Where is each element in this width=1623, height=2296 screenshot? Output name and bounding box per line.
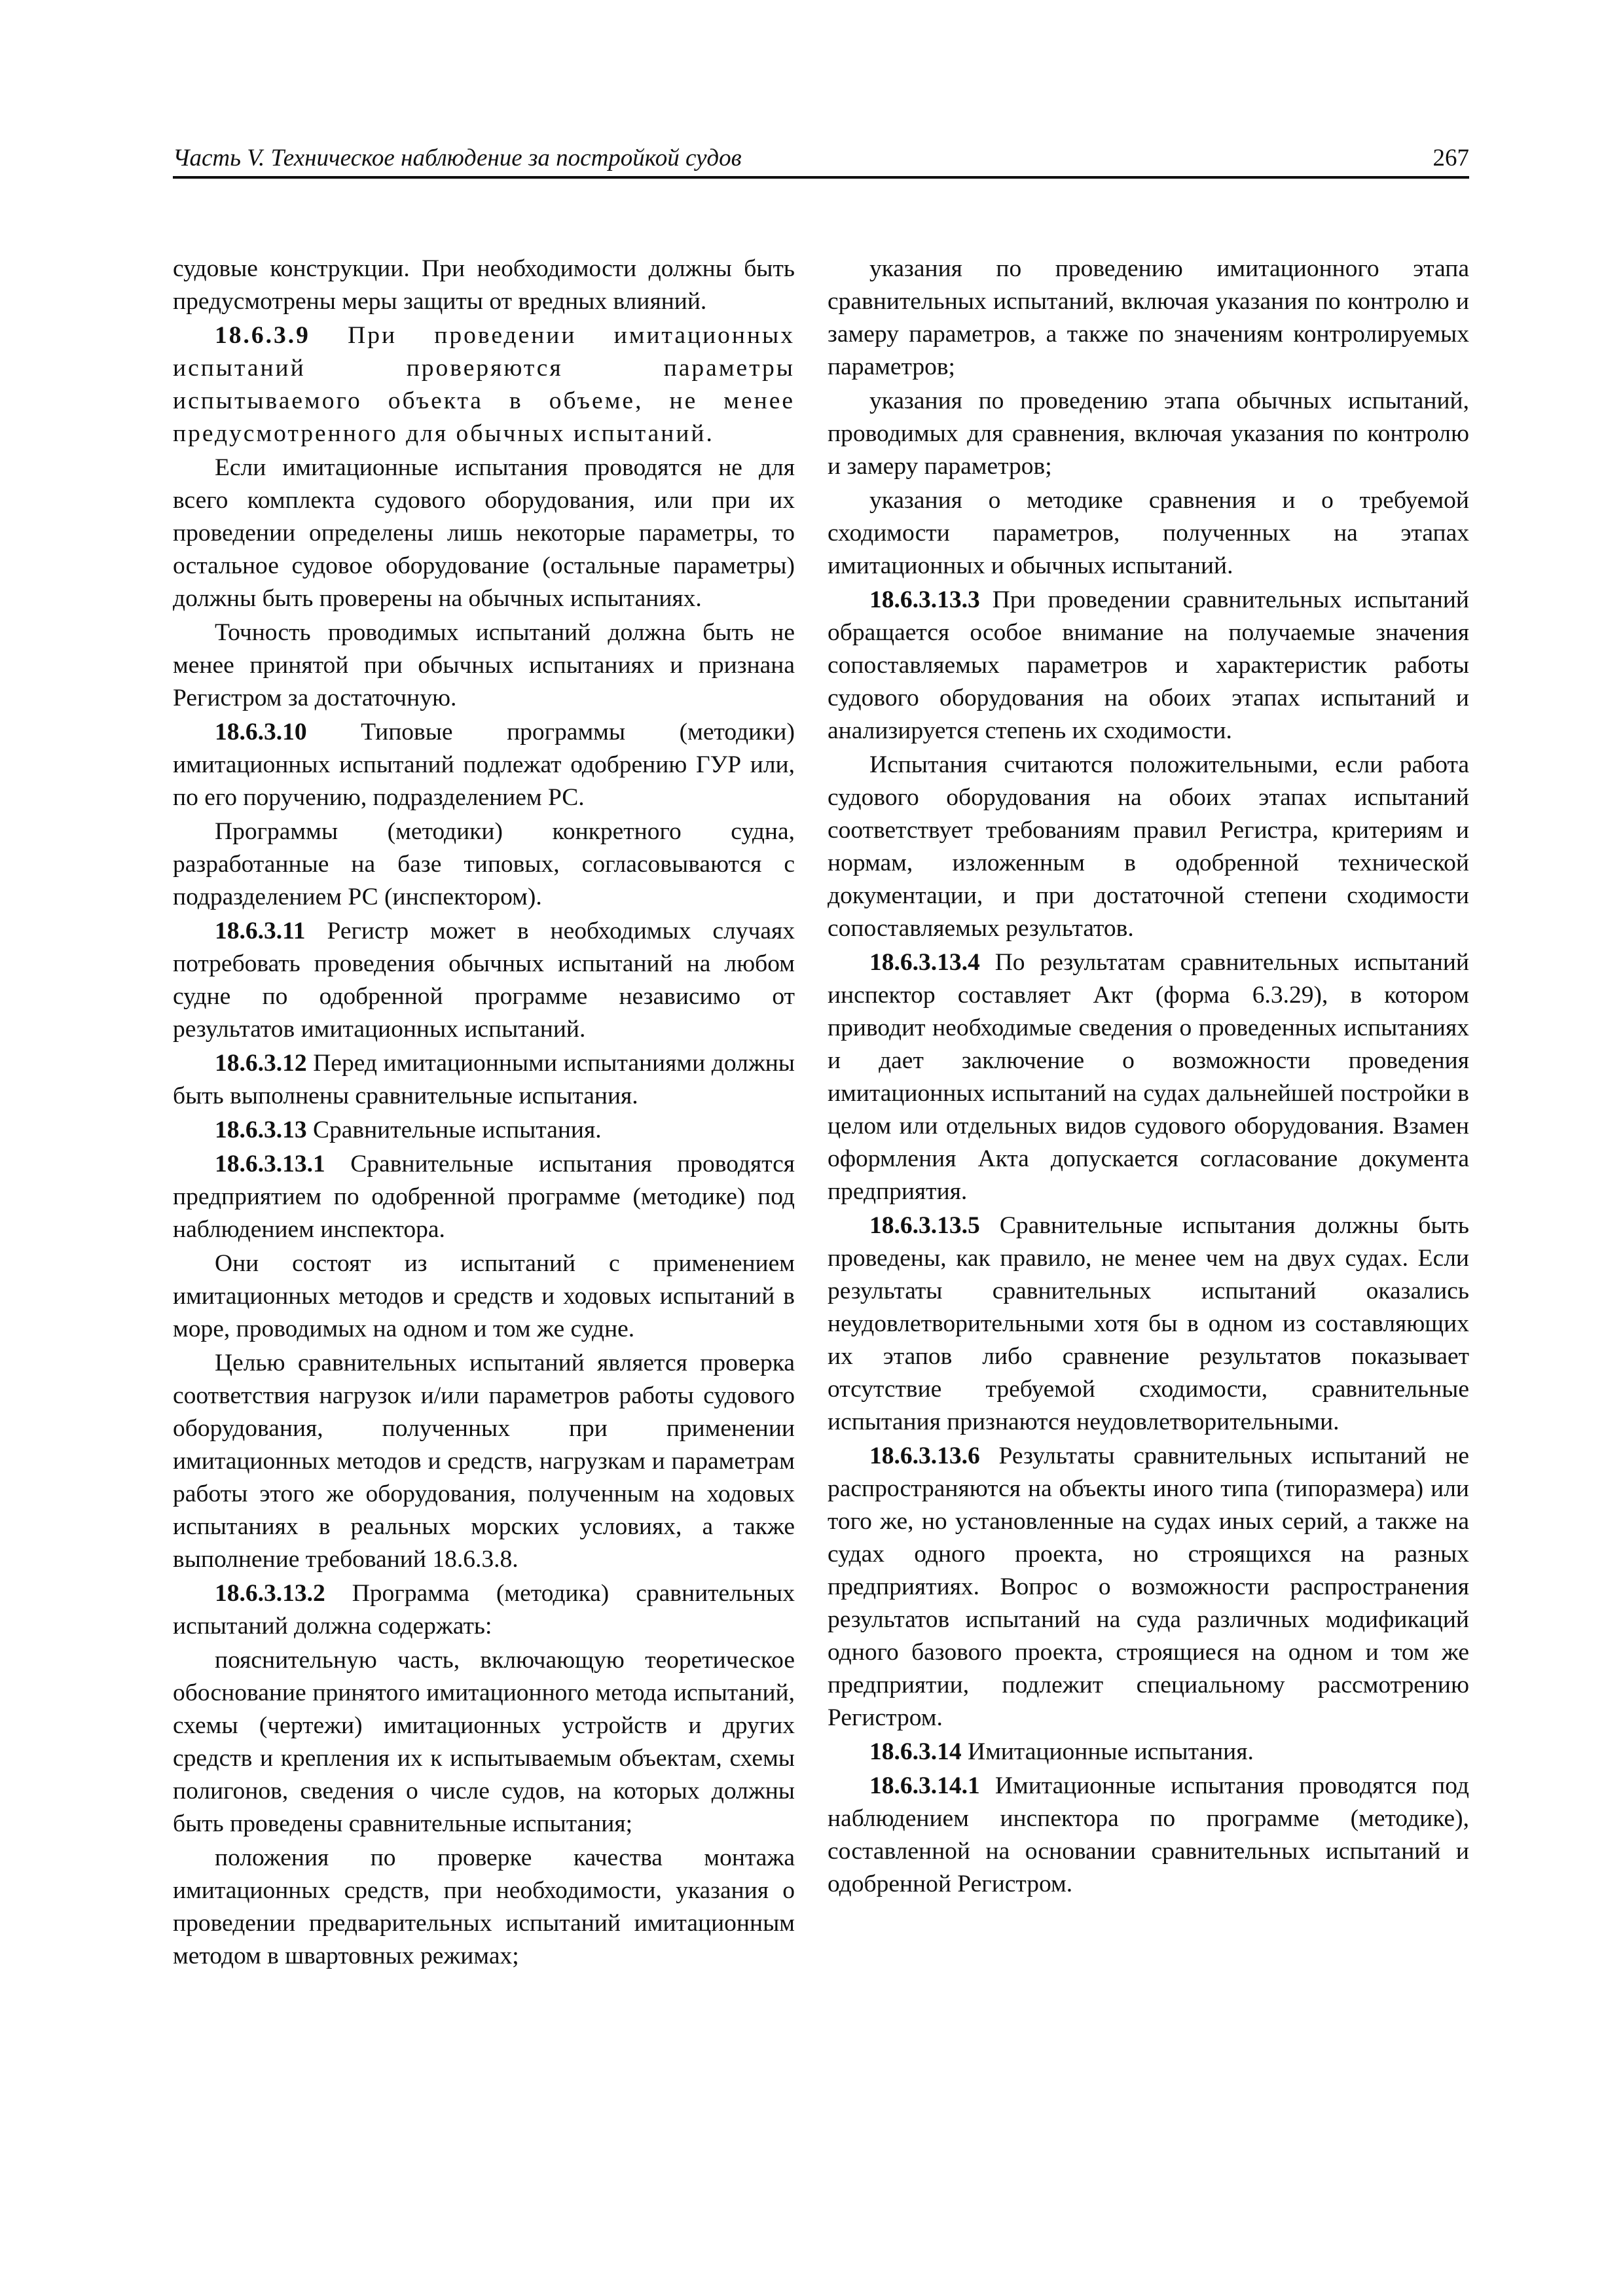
paragraph <box>173 1148 795 1246</box>
paragraph-text: Типовые программы (методики) имитационных испытаний подлежат одобрению ГУР или, по его поручению, подразделением РС. <box>173 719 795 811</box>
clause-number: 18.6.3.13.4 <box>869 949 980 976</box>
paragraph-text: Точность проводимых испытаний должна быть не менее принятой при обычных испытаниях и признана Регистром за достаточную. <box>173 619 795 711</box>
paragraph-text: Результаты сравнительных испытаний не распространяются на объекты иного типа (типоразмера) или того же, но установленные на судах иных серий, а также на судах одного проекта, но строящихся на разных предприятиях. Вопрос о возможности распространения результатов испытаний на суда различных модификаций одного базового проекта, строящиеся на одном и том же предприятии, подлежит специальному рассмотрению Регистром. <box>828 1443 1469 1731</box>
clause-number: 18.6.3.10 <box>215 719 307 745</box>
paragraph-text: указания о методике сравнения и о требуемой сходимости параметров, полученных на этапах имитационных и обычных испытаний. <box>828 487 1469 579</box>
running-header-title: Часть V. Техническое наблюдение за постройкой судов <box>173 145 742 171</box>
paragraph-text: судовые конструкции. При необходимости должны быть предусмотрены меры защиты от вредных влияний. <box>173 255 795 315</box>
paragraph <box>173 1577 795 1643</box>
paragraph <box>828 1736 1469 1768</box>
paragraph <box>173 1047 795 1113</box>
paragraph-text: Программа (методика) сравнительных испытаний должна содержать: <box>173 1580 795 1640</box>
clause-number: 18.6.3.14 <box>869 1738 962 1765</box>
paragraph <box>173 915 795 1046</box>
clause-number: 18.6.3.14.1 <box>869 1772 980 1799</box>
paragraph <box>173 1347 795 1576</box>
paragraph-text: Программы (методики) конкретного судна, разработанные на базе типовых, согласовываются с подразделением РС (инспектором). <box>173 818 795 910</box>
paragraph <box>828 1440 1469 1734</box>
paragraph-text: Сравнительные испытания проводятся предприятием по одобренной программе (методике) под наблюдением инспектора. <box>173 1151 795 1243</box>
clause-number: 18.6.3.13 <box>215 1117 307 1143</box>
clause-number: 18.6.3.13.3 <box>869 586 980 613</box>
page-header <box>173 143 1469 175</box>
paragraph <box>828 1210 1469 1439</box>
paragraph <box>828 584 1469 747</box>
paragraph-text: Испытания считаются положительными, если работа судового оборудования на обоих этапах испытаний соответствует требованиям правил Регистра, критериям и нормам, изложенным в одобренной технической документации, и при достаточной степени сходимости сопоставляемых результатов. <box>828 751 1469 942</box>
paragraph-text: При проведении имитационных испытаний проверяются параметры испытываемого объекта в объеме, не менее предусмотренного для обычных испытаний. <box>173 322 795 447</box>
paragraph <box>173 319 795 450</box>
clause-number: 18.6.3.13.6 <box>869 1443 980 1469</box>
left-column <box>173 253 795 1974</box>
paragraph-text: указания по проведению имитационного этапа сравнительных испытаний, включая указания по контролю и замеру параметров, а также по значениям контролируемых параметров; <box>828 255 1469 380</box>
clause-number: 18.6.3.13.2 <box>215 1580 325 1607</box>
paragraph-text: Сравнительные испытания должны быть проведены, как правило, не менее чем на двух судах. Если результаты сравнительных испытаний оказались неудовлетворительными хотя бы в одном из составляющих их этапов либо сравнение результатов показывает отсутствие требуемой сходимости, сравнительные испытания признаются неудовлетворительными. <box>828 1212 1469 1435</box>
paragraph <box>828 946 1469 1208</box>
paragraph <box>173 716 795 814</box>
page-number: 267 <box>1432 145 1469 171</box>
paragraph <box>173 1644 795 1840</box>
paragraph <box>828 253 1469 384</box>
paragraph-text: Имитационные испытания. <box>961 1738 1254 1765</box>
paragraph <box>828 385 1469 483</box>
paragraph <box>173 253 795 318</box>
header-rule <box>173 176 1469 179</box>
paragraph-text: положения по проверке качества монтажа имитационных средств, при необходимости, указания о проведении предварительных испытаний имитационным методом в швартовных режимах; <box>173 1844 795 1969</box>
paragraph <box>173 452 795 615</box>
clause-number: 18.6.3.9 <box>215 322 310 349</box>
clause-number: 18.6.3.11 <box>215 918 306 944</box>
paragraph <box>828 484 1469 583</box>
paragraph <box>173 1842 795 1973</box>
paragraph <box>173 816 795 914</box>
paragraph-text: Сравнительные испытания. <box>306 1117 602 1143</box>
paragraph-text: По результатам сравнительных испытаний инспектор составляет Акт (форма 6.3.29), в котором приводит необходимые сведения о проведенных испытаниях и дает заключение о возможности проведения имитационных испытаний на судах дальнейшей постройки в целом или отдельных видов судового оборудования. Взамен оформления Акта допускается согласование документа предприятия. <box>828 949 1469 1205</box>
paragraph-text: Целью сравнительных испытаний является проверка соответствия нагрузок и/или параметров работы судового оборудования, полученных при применении имитационных методов и средств, нагрузкам и параметрам работы этого же оборудования, полученным на ходовых испытаниях в реальных морских условиях, а также выполнение требований 18.6.3.8. <box>173 1350 795 1573</box>
paragraph <box>173 617 795 715</box>
paragraph-text: Они состоят из испытаний с применением имитационных методов и средств и ходовых испытаний в море, проводимых на одном и том же судне. <box>173 1250 795 1342</box>
paragraph-text: указания по проведению этапа обычных испытаний, проводимых для сравнения, включая указания по контролю и замеру параметров; <box>828 387 1469 480</box>
paragraph-text: Перед имитационными испытаниями должны быть выполнены сравнительные испытания. <box>173 1050 795 1109</box>
clause-number: 18.6.3.13.1 <box>215 1151 325 1177</box>
right-column <box>828 253 1469 1902</box>
paragraph <box>828 1770 1469 1901</box>
paragraph-text: Если имитационные испытания проводятся не для всего комплекта судового оборудования, или при их проведении определены лишь некоторые параметры, то остальное судовое оборудование (остальные параметры) должны быть проверены на обычных испытаниях. <box>173 454 795 612</box>
paragraph-text: Регистр может в необходимых случаях потребовать проведения обычных испытаний на любом судне по одобренной программе независимо от результатов имитационных испытаний. <box>173 918 795 1043</box>
paragraph <box>173 1114 795 1147</box>
paragraph <box>828 749 1469 945</box>
clause-number: 18.6.3.12 <box>215 1050 307 1077</box>
paragraph-text: Имитационные испытания проводятся под наблюдением инспектора по программе (методике), составленной на основании сравнительных испытаний и одобренной Регистром. <box>828 1772 1469 1897</box>
paragraph <box>173 1247 795 1346</box>
paragraph-text: пояснительную часть, включающую теоретическое обоснование принятого имитационного метода испытаний, схемы (чертежи) имитационных устройств и других средств и крепления их к испытываемым объектам, схемы полигонов, сведения о числе судов, на которых должны быть проведены сравнительные испытания; <box>173 1647 795 1837</box>
clause-number: 18.6.3.13.5 <box>869 1212 980 1239</box>
paragraph-text: При проведении сравнительных испытаний обращается особое внимание на получаемые значения сопоставляемых параметров и характеристик работы судового оборудования на обоих этапах испытаний и анализируется степень их сходимости. <box>828 586 1469 744</box>
